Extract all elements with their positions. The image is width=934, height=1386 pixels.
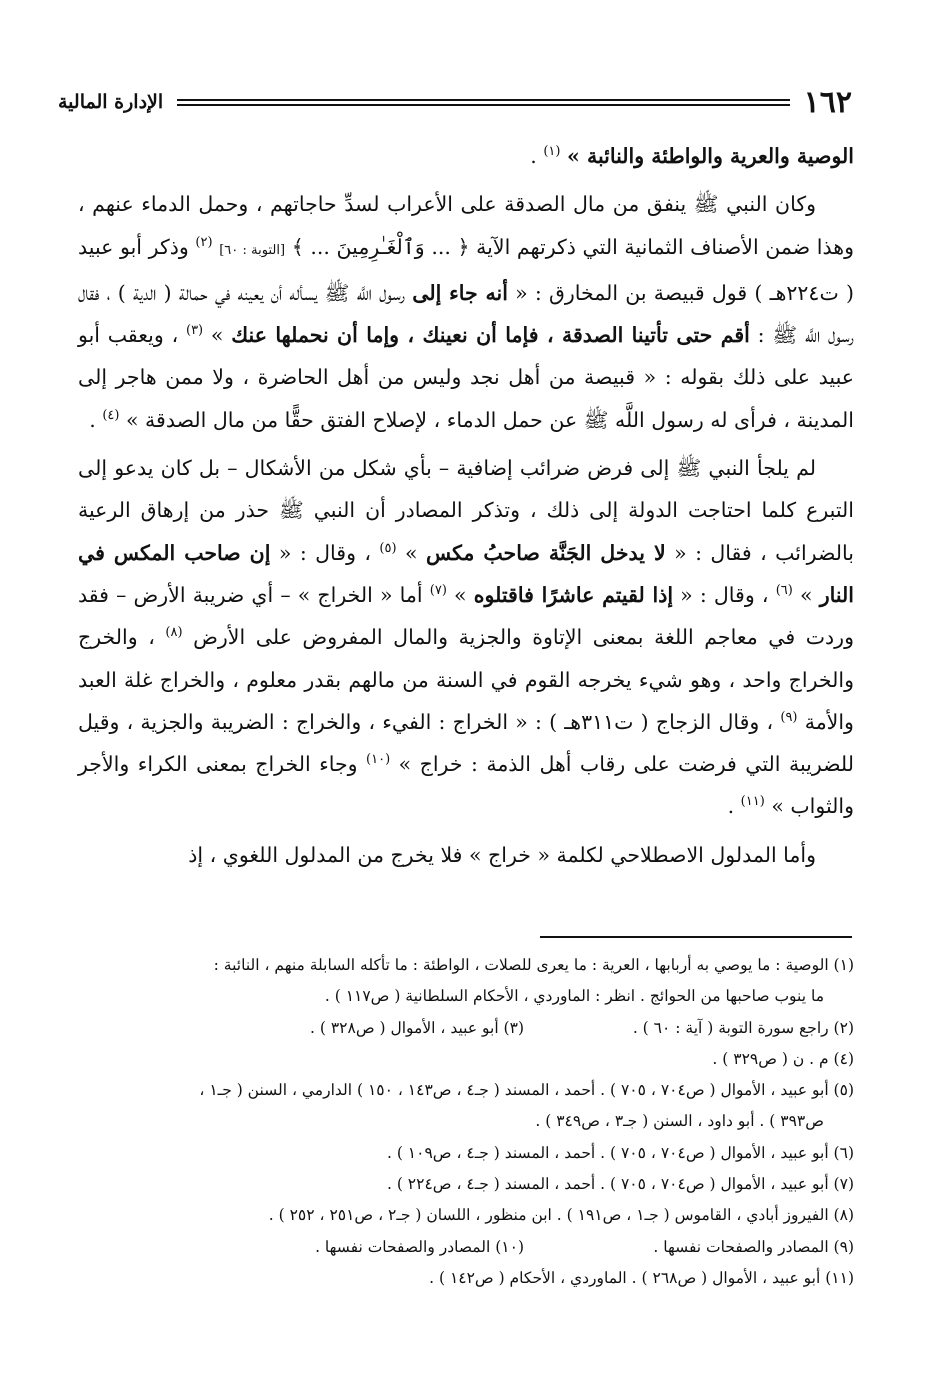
paragraph-2 — [78, 183, 854, 441]
hadith-text: إن صاحب المكس في النار — [78, 540, 854, 607]
footnote-10: (١٠) المصادر والصفحات نفسها . — [315, 1237, 524, 1256]
text-run: أما « الخراج » – أي ضريبة الأرض – فقد وردت في معاجم اللغة بمعنى الإتاوة والجزية والمال المفروض على الأرض — [78, 582, 854, 650]
footnote-1-continued: ما ينوب صاحبها من الحوائج . انظر : الماوردي ، الأحكام السلطانية ( ص١١٧ ) . — [324, 987, 824, 1006]
text-run: . — [89, 407, 96, 432]
text-run: ، وقال : « — [278, 540, 371, 565]
footnote-11: (١١) أبو عبيد ، الأموال ( ص٢٦٨ ) . الماوردي ، الأحكام ( ص١٤٢ ) . — [429, 1268, 854, 1287]
quran-citation: [التوبة : ٦٠] — [219, 242, 286, 258]
text-run: وجاء الخراج بمعنى الكراء والأجر والثواب » — [78, 752, 854, 819]
hadith-text: أنه جاء إلى — [412, 280, 508, 305]
text-run: وكان النبي ﷺ ينفق من مال الصدقة على الأعراب لسدِّ حاجاتهم ، وحمل الدماء عنهم ، وهذا ضمن الأصناف الثمانية التي ذكرتهم الآية ﴿ ... وَٱلْغَـٰرِمِينَ ... ﴾ — [78, 192, 854, 259]
footnote-ref-11[interactable]: (١١) — [740, 794, 765, 810]
text-run: ، وقال : « — [680, 582, 769, 607]
footnote-row — [72, 1232, 854, 1263]
footnote-5: (٥) أبو عبيد ، الأموال ( ص٧٠٤ ، ٧٠٥ ) . أحمد ، المسند ( جـ٤ ، ص١٤٣ ، ١٥٠ ) الدارمي ، السنن ( جـ١ ، — [199, 1081, 854, 1100]
text-run: » — [799, 582, 813, 607]
footnote-9: (٩) المصادر والصفحات نفسها . — [653, 1237, 854, 1256]
paragraph-4 — [78, 834, 854, 876]
text-run: ، والخرج والخراج واحد ، وهو شيء يخرجه القوم في السنة من مالهم بقدر معلوم ، والخراج غلة العبد والأمة — [78, 625, 854, 734]
quote-text: الوصية والعرية والواطئة والنائبة » — [567, 144, 854, 168]
paragraph-3 — [78, 447, 854, 828]
text-run: . — [727, 794, 735, 819]
footnote-6: (٦) أبو عبيد ، الأموال ( ص٧٠٤ ، ٧٠٥ ) . أحمد ، المسند ( جـ٤ ، ص١٠٩ ) . — [386, 1143, 854, 1162]
footnote-ref-5[interactable]: (٥) — [379, 540, 397, 556]
page-header — [58, 82, 852, 122]
text-run: » — [454, 582, 467, 607]
main-text — [78, 135, 854, 876]
hadith-text: لا يدخل الجَنَّة صاحبُ مكس — [425, 540, 666, 565]
header-double-rule — [177, 99, 790, 106]
footnote-4: (٤) م . ن ( ص٣٢٩ ) . — [712, 1049, 854, 1068]
hadith-text: أقم حتى تأتينا الصدقة ، فإما أن نعينك ، وإما أن نحملها عنك — [231, 323, 750, 348]
running-title: الإدارة المالية — [58, 91, 164, 113]
footnote-2: (٢) راجع سورة التوبة ( آية : ٦٠ ) . — [632, 1018, 854, 1037]
footnote-ref-7[interactable]: (٧) — [429, 583, 447, 599]
hadith-text: إذا لقيتم عاشرًا فاقتلوه — [473, 582, 674, 607]
text-run: » — [404, 540, 418, 565]
footnotes — [72, 950, 854, 1294]
footnote-ref-3[interactable]: (٣) — [185, 323, 204, 339]
footnote-ref-6[interactable]: (٦) — [775, 583, 793, 599]
text-run: وذكر أبو عبيد ( ت٢٢٤هـ ) قول قبيصة بن المخارق : « — [78, 234, 854, 305]
footnote-ref-1[interactable]: (١) — [543, 144, 561, 160]
text-run: » — [210, 323, 224, 348]
footnote-8: (٨) الفيروز أبادي ، القاموس ( جـ١ ، ص١٩١ ) . ابن منظور ، اللسان ( جـ٢ ، ص٢٥١ ، ٢٥٢ ) . — [268, 1206, 854, 1225]
text-run: وأما المدلول الاصطلاحي لكلمة « خراج » فلا يخرج من المدلول اللغوي ، إذ — [188, 842, 816, 867]
text-run: . — [530, 144, 537, 168]
footnote-7: (٧) أبو عبيد ، الأموال ( ص٧٠٤ ، ٧٠٥ ) . أحمد ، المسند ( جـ٤ ، ص٢٢٤ ) . — [386, 1175, 854, 1194]
text-run: رسول اللَّه ﷺ يسأله أن يعينه في حمالة ( الدية ) ، فقال رسول اللَّه ﷺ : — [78, 280, 854, 348]
footnote-1: (١) الوصية : ما يوصي به أربابها ، العرية : ما يعرى للصلات ، الواطئة : ما تأكله السابلة منهم ، النائبة : — [213, 956, 854, 974]
footnote-separator — [540, 936, 852, 938]
text-run: لم يلجأ النبي ﷺ إلى فرض ضرائب إضافية – بأي شكل من الأشكال – بل كان يدعو إلى التبرع كلما احتاجت الدولة إلى ذلك ، وتذكر المصادر أن النبي ﷺ حذر من إرهاق الرعية بالضرائب ، فقال : « — [78, 456, 854, 565]
footnote-ref-2[interactable]: (٢) — [195, 234, 213, 250]
footnote-3: (٣) أبو عبيد ، الأموال ( ص٣٢٨ ) . — [310, 1018, 524, 1037]
footnote-ref-10[interactable]: (١٠) — [366, 752, 391, 768]
footnote-ref-8[interactable]: (٨) — [165, 625, 183, 641]
footnote-ref-4[interactable]: (٤) — [102, 407, 120, 423]
footnote-ref-9[interactable]: (٩) — [780, 710, 798, 726]
text-run: ، ويعقب أبو عبيد على ذلك بقوله : « قبيصة من أهل نجد وليس من أهل الحاضرة ، ولا ممن هاجر إلى المدينة ، فرأى له رسول اللَّه ﷺ عن حمل الدماء ، لإصلاح الفتق حقًّا من مال الصدقة » — [78, 323, 854, 432]
text-run: ، وقال الزجاج ( ت٣١١هـ ) : « الخراج : الفيء ، والخراج : الضريبة والجزية ، وقيل للضريبة التي فرضت على رقاب أهل الذمة : خراج » — [78, 709, 854, 777]
paragraph-1 — [78, 135, 854, 177]
footnote-5-continued: ص٣٩٣ ) . أبو داود ، السنن ( جـ٣ ، ص٣٤٩ ) . — [535, 1112, 824, 1131]
page-number: ١٦٢ — [803, 84, 852, 120]
footnote-row — [72, 1013, 854, 1044]
